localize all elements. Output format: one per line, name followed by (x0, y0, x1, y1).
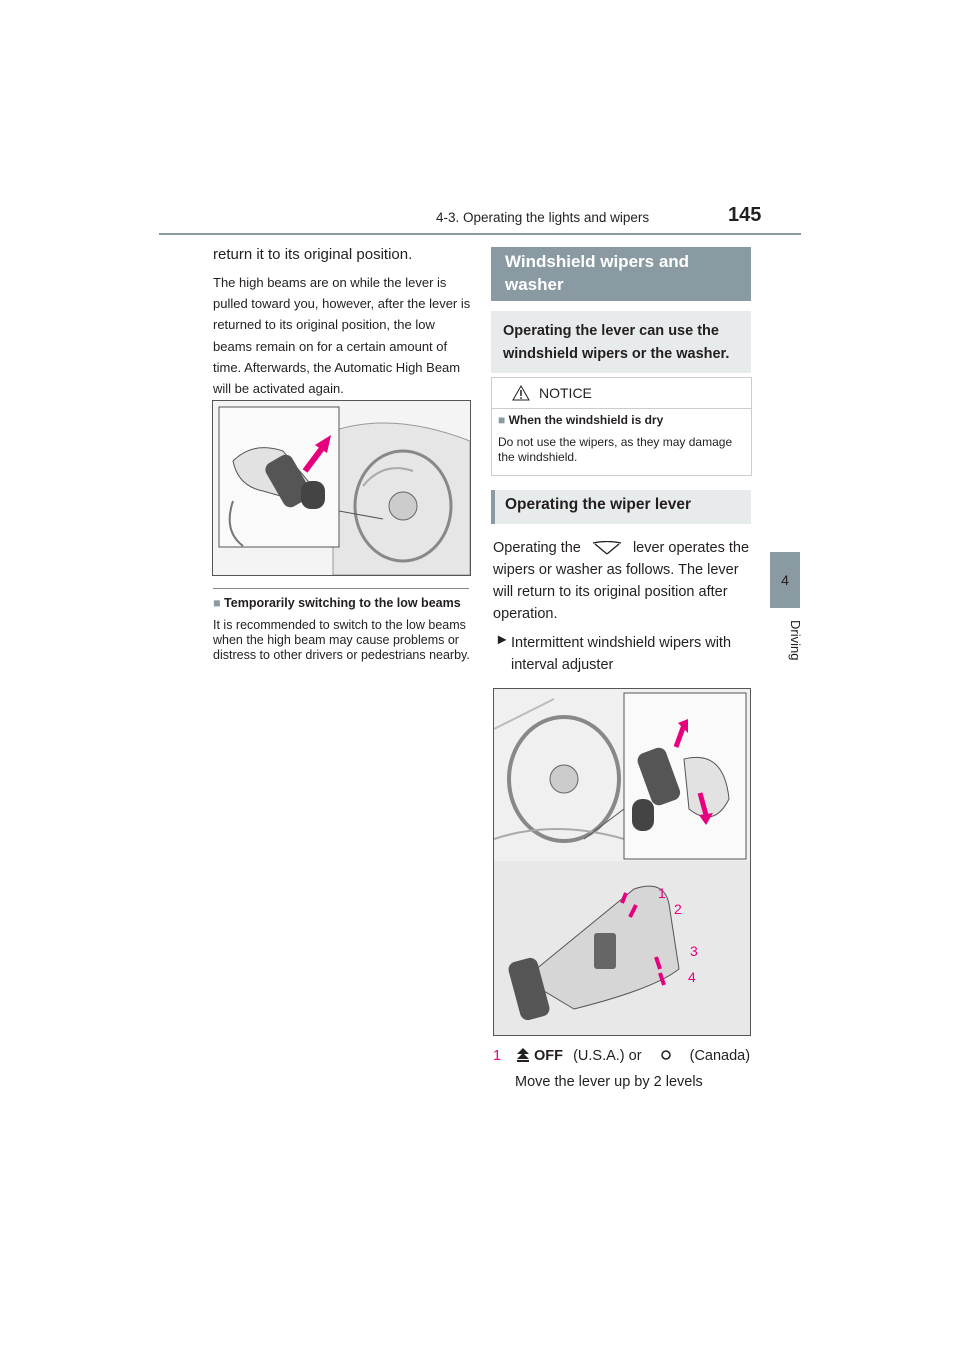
low-beams-subheading-text: Temporarily switching to the low beams (224, 596, 461, 610)
wipers-section-heading-text: Windshield wipers and washer (505, 252, 690, 294)
notice-subheading-text: When the windshield is dry (508, 413, 664, 427)
notice-body: Do not use the wipers, as they may damage the windshield. (498, 435, 733, 464)
header-rule (159, 233, 801, 235)
notice-label: NOTICE (539, 385, 592, 401)
notice-header (492, 378, 751, 409)
canada-text: (Canada) (689, 1048, 751, 1064)
section-title: 4-3. Operating the lights and wipers (436, 210, 650, 225)
chapter-title: Driving (788, 620, 803, 661)
wipers-section-heading (491, 247, 751, 301)
lever-pull-illustration (213, 401, 470, 575)
wiper-lever-figure (493, 688, 751, 1036)
wiper-lever-paragraph (493, 537, 755, 625)
notice-subheading (498, 413, 663, 427)
wipers-intro-box (491, 311, 751, 373)
step-header (516, 1048, 750, 1064)
low-beams-paragraph: It is recommended to switch to the low beams when the high beam may cause problems or distress to other drivers or pedestrians nearby. (213, 618, 470, 662)
usa-text: (U.S.A.) or (573, 1048, 642, 1064)
callout-2: 2 (674, 901, 682, 917)
notice-box (491, 377, 752, 476)
wiper-lever-heading (491, 490, 751, 524)
off-circle-icon (660, 1049, 672, 1061)
off-label: OFF (534, 1048, 564, 1064)
square-bullet-icon: ■ (213, 596, 221, 610)
chapter-number: 4 (781, 572, 789, 588)
bullet-text: Intermittent windshield wipers with interval adjuster (511, 635, 732, 673)
high-beam-lever-figure (212, 400, 471, 576)
wiper-lever-illustration (494, 689, 750, 1035)
callout-4: 4 (688, 969, 696, 985)
paragraph-end: lever operates the wipers or washer as follows. The lever will return to its original position after operation. (493, 540, 750, 622)
lead-text: return it to its original position. (213, 246, 413, 263)
subsection-rule (213, 588, 469, 589)
square-bullet-icon: ■ (498, 413, 506, 427)
paragraph-start: Operating the (493, 540, 581, 556)
high-beam-paragraph: The high beams are on while the lever is pulled toward you, however, after the lever is returned to its original position, the low beams remain on for a certain amount of time. Afterwards, the Automatic High Beam will be activated again. (213, 275, 471, 397)
triangle-bullet-icon: ► (495, 632, 510, 648)
low-beams-subheading (213, 596, 461, 610)
step-body: Move the lever up by 2 levels (515, 1074, 703, 1090)
page-number: 145 (728, 204, 762, 226)
callout-1: 1 (658, 885, 666, 901)
step-number: 1 (493, 1048, 502, 1064)
wiper-lever-heading-text: Operating the wiper lever (505, 496, 692, 513)
wipers-intro-text: Operating the lever can use the windshield wipers or the washer. (503, 323, 730, 362)
wiper-symbol-icon (585, 541, 629, 555)
callout-3: 3 (690, 943, 698, 959)
wiper-up-arrow-icon (516, 1048, 530, 1062)
warning-triangle-icon (512, 385, 530, 401)
